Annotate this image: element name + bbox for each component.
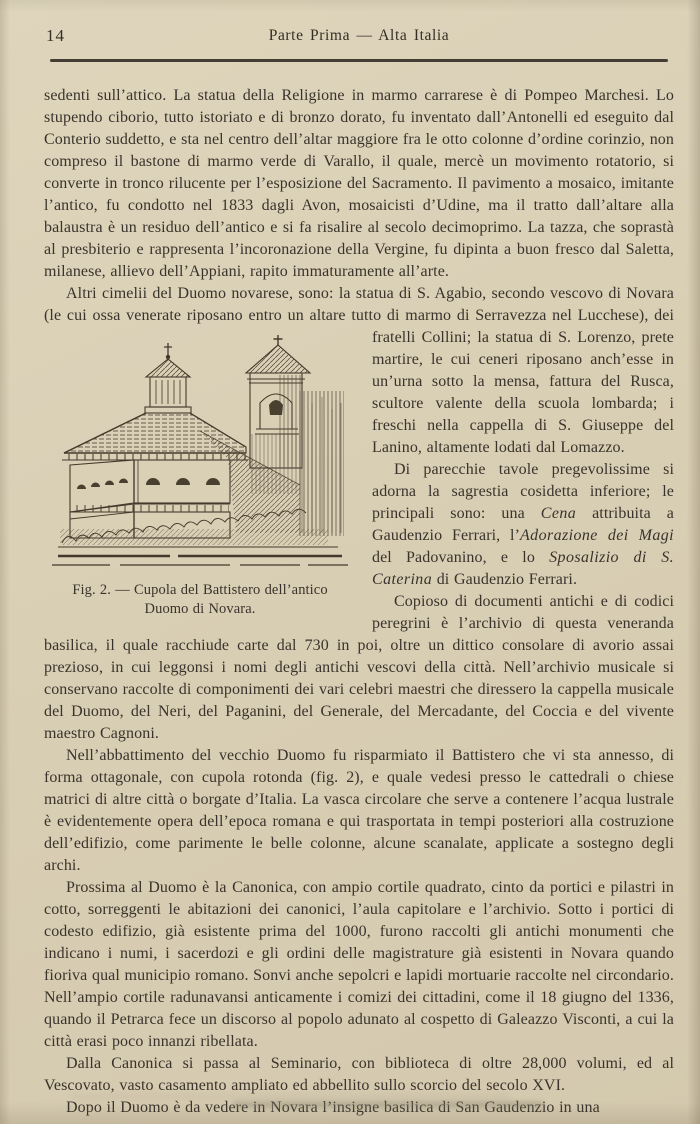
paragraph-3-text: attribuita a Gaudenzio Ferrari, l’ xyxy=(372,505,674,544)
page-body xyxy=(44,22,674,1119)
paragraph-6: Prossima al Duomo è la Canonica, con ampio cortile quadrato, cinto da portici e pilastri in cotto, sorreggenti le abitazioni dei canonici, l’aula capitolare e l’archivio. Sotto i portici di codesto edifizio, già esistente prima del 1000, furono raccolti gli antichi monumenti che indicano i numi, i sacerdozi e gli ordini delle magistrature già esistenti in Novara quando fioriva qual municipio romano. Sonvi anche sepolcri e lapidi mortuarie raccolte nel circondario. Nell’ampio cortile radunavansi anticamente i comizi dei cittadini, come il 18 giugno del 1336, quando il Petrarca fece un discorso al popolo adunato al cospetto di Galeazzo Visconti, a cui la città erasi poco innanzi ribellata. xyxy=(44,879,674,1050)
paragraph-7: Dalla Canonica si passa al Seminario, con biblioteca di oltre 28,000 volumi, ed al Vescovato, vasto casamento ampliato ed abbellito sullo scorcio del secolo XVI. xyxy=(44,1055,674,1094)
baptistery-illustration xyxy=(50,333,350,573)
paragraph-2-part-b: vezza nel Lucchese), dei fratelli Collini; la statua di S. Lorenzo, prete martire, le cui ceneri riposano anch’esse in un’urna sotto la mensa, fattura del Rusca, scultore valente della scuola lombarda; i freschi nella cappella di S. Giuseppe del Lanino, altamente lodati dal Lomazzo. xyxy=(372,307,674,456)
article-text xyxy=(44,85,674,1119)
paragraph-8: Dopo il Duomo è da vedere in Novara l’insigne basilica di San Gaudenzio in una xyxy=(66,1099,600,1116)
artwork-title-sposalizio: Sposalizio di S. Caterina xyxy=(372,549,674,588)
figure-caption-line-2: Duomo di Novara. xyxy=(144,601,256,617)
paragraph-5: Nell’abbattimento del vecchio Duomo fu risparmiato il Battistero che vi sta annesso, di forma ottagonale, con cupola rotonda (fig. 2), e quale vedesi presso le cattedrali o chiese matrici di altre città o borgate d’Italia. La vasca circolare che serve a contenere l’acqua lustrale è evidentemente opera dell’epoca romana e qui trasportata in tempi posteriori alla costruzione dell’edifizio, come parimente le belle colonne, alcune scanalate, applicate a sostegno degli archi. xyxy=(44,747,674,874)
figure-caption-line-1: Fig. 2. — Cupola del Battistero dell’antico xyxy=(72,582,328,598)
paragraph-3-text: Di parecchie tavole pregevolissime si adorna la sagrestia cosidetta inferiore; le principali sono: una xyxy=(372,461,674,522)
page-header xyxy=(44,22,674,50)
figure-caption xyxy=(44,581,356,619)
paragraph-4: Copioso di documenti antichi e di codici peregrini è l’archivio di questa veneranda basilica, il quale racchiude carte dal 730 in poi, oltre un dittico consolare di avorio assai prezioso, in cui leggonsi i nomi degli antichi vescovi della città. Nell’archivio musicale si conservano raccolte di componimenti dei vari celebri maestri che diressero la cappella musicale del Duomo, del Neri, del Paganini, del Generale, del Mercadante, del Coccia e del vivente maestro Cagnoni. xyxy=(44,593,674,742)
artwork-title-cena: Cena xyxy=(540,505,577,522)
scan-artifact-bar xyxy=(232,1101,544,1108)
scan-artifact-faint xyxy=(70,1094,510,1099)
header-rule xyxy=(50,59,668,62)
running-header-title: Parte Prima — Alta Italia xyxy=(268,27,450,44)
paragraph-1: sedenti sull’attico. La statua della Religione in marmo carrarese è di Pompeo Marchesi. Lo stupendo ciborio, tutto istoriato e di bronzo dorato, fu inventato dall’Antonelli ed eseguito dal Conterio suddetto, e sta nel centro dell’altar maggiore fra le otto colonne d’ordine corinzio, non compreso il bastone di marmo verde di Varallo, il quale, mercè un movimento rotatorio, si converte in tronco rilucente per l’esposizione del Sacramento. Il pavimento a mosaico, imitante l’antico, fu condotto nel 1833 dagli Avon, mosaicisti d’Udine, ma il tratto dall’altare alla balaustra è un residuo dell’antico e si fa risalire al secolo decimoprimo. La tazza, che soprastà al presbiterio e rappresenta l’incoronazione della Vergine, fu dipinta a buon fresco dal Saletta, milanese, allievo dell’Appiani, rapito immaturamente all’arte. xyxy=(44,87,674,280)
artwork-title-adorazione: Adorazione dei Magi xyxy=(520,527,674,544)
paragraph-3-text: del Padovanino, e lo xyxy=(372,549,550,566)
page-number: 14 xyxy=(46,26,65,45)
figure-2 xyxy=(44,333,356,619)
paragraph-3-text: di Gaudenzio Ferrari. xyxy=(432,571,578,588)
paragraph-2-part-a: Altri cimelii del Duomo novarese, sono: la statua di S. Agabio, secondo vescovo di Novara (le cui ossa venerate riposano entro un altare tutto di marmo di Serra xyxy=(44,285,674,324)
